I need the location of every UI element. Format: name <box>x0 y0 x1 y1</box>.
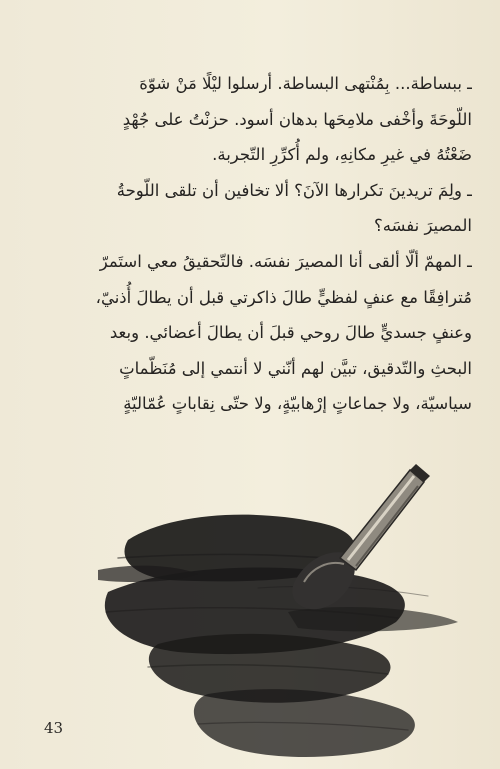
body-text <box>52 66 472 422</box>
text-line: ـ المهمّ ألّا ألقى أنا المصيرَ نفسَه. فالتّحقيقُ معي استَمرّ <box>99 251 472 271</box>
text-line: ضَعْتُهُ في غيرِ مكانِهِ، ولم أُكرِّرِ التّجربة. <box>212 145 472 165</box>
text-line: اللّوحَةَ وأخْفى ملامِحَها بدهان أسود. حزنْتُ على جُهْدٍ <box>122 109 472 129</box>
paintbrush-illustration <box>98 462 478 762</box>
text-line: المصيرَ نفسَه؟ <box>373 216 472 236</box>
text-line: البحثِ والتّدقيق، تبيَّن لهم أنّني لا أنتمي إلى مُنَظّماتٍ <box>119 358 472 378</box>
text-line: سياسيّة، ولا جماعاتٍ إرْهابيّةٍ، ولا حتّى نِقاباتٍ عُمّاليّةٍ <box>123 394 472 414</box>
page-number: 43 <box>44 719 64 737</box>
text-line: وعنفٍ جسديٍّ طالَ روحي قبلَ أن يطالَ أعضائي. وبعد <box>109 323 472 343</box>
text-line: مُترافِقًا مع عنفٍ لفظيٍّ طالَ ذاكرتي قبل أن يطالَ أُذنيّ، <box>95 287 472 307</box>
text-line: ـ ولِمَ تريدينَ تكرارها الآنَ؟ ألا تخافين أن تلقى اللّوحةُ <box>116 180 472 200</box>
text-line: ـ ببساطة... بِمُنْتهى البساطة. أرسلوا ليْلًا مَنْ شوّهَ <box>139 74 472 93</box>
black-paint-strokes <box>98 515 458 757</box>
